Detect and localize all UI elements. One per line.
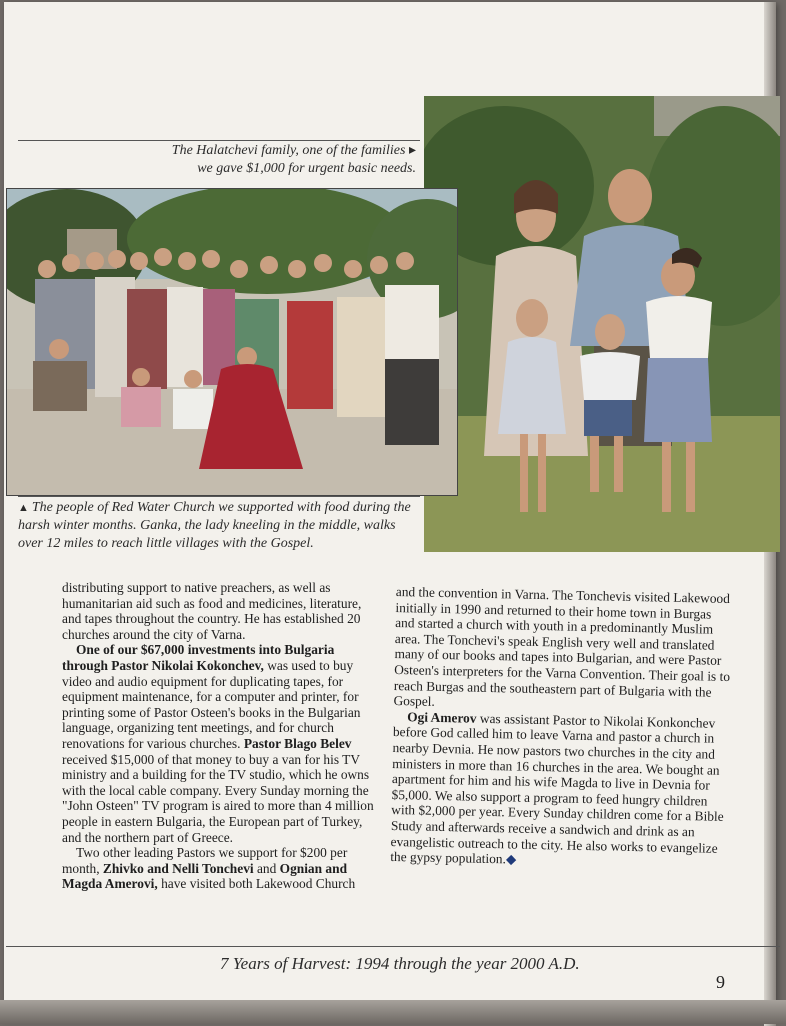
pastor-blago-belev: Pastor Blago Belev [243,735,352,751]
left-paragraph-3-end: have visited both Lakewood Church [157,876,356,892]
triangle-up-icon: ▲ [18,502,29,514]
page-number: 9 [716,972,725,992]
amerovi-names: Ognian and Magda Amerovi, [62,860,348,892]
footer-rule [6,946,780,947]
church-group-illustration [7,189,457,495]
family-photo-illustration [424,96,780,552]
left-paragraph-2-text: was used to buy video and audio equipment for duplicating tapes, for equipment maintenance, for a computer and printer, for printing some of Pastor Osteen's books in the Bulgarian language, organizing tent meetings, and for church renovations for various churches. [62,657,361,751]
caption-rule-top [18,140,420,141]
left-paragraph-3-start: Two other leading Pastors we support for $200 per month, [62,845,348,876]
caption-halatchevi-family [24,142,416,178]
caption-top-line1: The Halatchevi family, one of the families ▸ [171,143,416,158]
ogi-amerov-name: Ogi Amerov [407,709,477,726]
magazine-page [4,2,776,1018]
right-paragraph-2-text: was assistant Pastor to Nikolai Konkonchev before God called him to leave Varna and pastor a church in nearby Devnia. He now pastors two churches in the city and ministers in more than 16 churches in the area. We bought an apartment for him and his wife Magda to live in Devnia for $5,000. We also support a program to feed hungry children with $2,000 per year. Every Sunday children come for a Bible Study and afterwards receive a sandwich and drink as an evangelistic outreach to the city. He also works to evangelize the gypsy population. [390,710,724,867]
left-paragraph-3-and: and [253,860,280,876]
church-group-photo [6,188,458,496]
article-column-left [62,580,380,892]
left-paragraph-2 [62,642,380,845]
investment-heading: One of our $67,000 investments into Bulgaria through Pastor Nikolai Kokonchev, [62,642,335,673]
caption-rule-bottom [18,496,420,497]
family-photo [424,96,780,552]
end-of-article-icon: ◆ [505,851,517,867]
left-paragraph-2-text-cont: received $15,000 of that money to buy a van for his TV ministry and a building for the TV studio, which he owns with the local cable company. Every Sunday morning the "John Osteen" TV program is aired to more than 4 million people in eastern Bulgaria, the European part of Turkey, and the northern part of Greece. [62,751,374,845]
tonchevi-names: Zhivko and Nelli Tonchevi [102,860,254,876]
right-paragraph-1: and the convention in Varna. The Tonchevis visited Lakewood initially in 1990 and returned to their home town in Burgas and started a church with youth in a predominantly Muslim area. The Tonchevi's speak English very well and translated many of our books and tapes into Bulgarian, and were Pastor Osteen's interpreters for the Varna Convention. Their goal is to reach Burgas and the southeastern part of Bulgaria with the Gospel. [393,584,731,709]
article-column-right [390,584,732,872]
caption-top-line2: we gave $1,000 for urgent basic needs. [197,161,416,176]
footer-title: 7 Years of Harvest: 1994 through the year 2000 A.D. [220,954,580,973]
right-paragraph-2 [390,709,729,872]
left-paragraph-3 [62,845,380,892]
caption-red-water-church [18,499,420,553]
left-paragraph-1: distributing support to native preachers, as well as humanitarian aid such as food and medicines, literature, and tapes throughout the country. He has established 20 churches around the city of Varna. [62,580,362,642]
background-surface [0,1000,786,1024]
caption-bottom-text: The people of Red Water Church we supported with food during the harsh winter months. Ganka, the lady kneeling in the middle, walks over 12 miles to reach little villages with the Gospel. [18,500,411,551]
